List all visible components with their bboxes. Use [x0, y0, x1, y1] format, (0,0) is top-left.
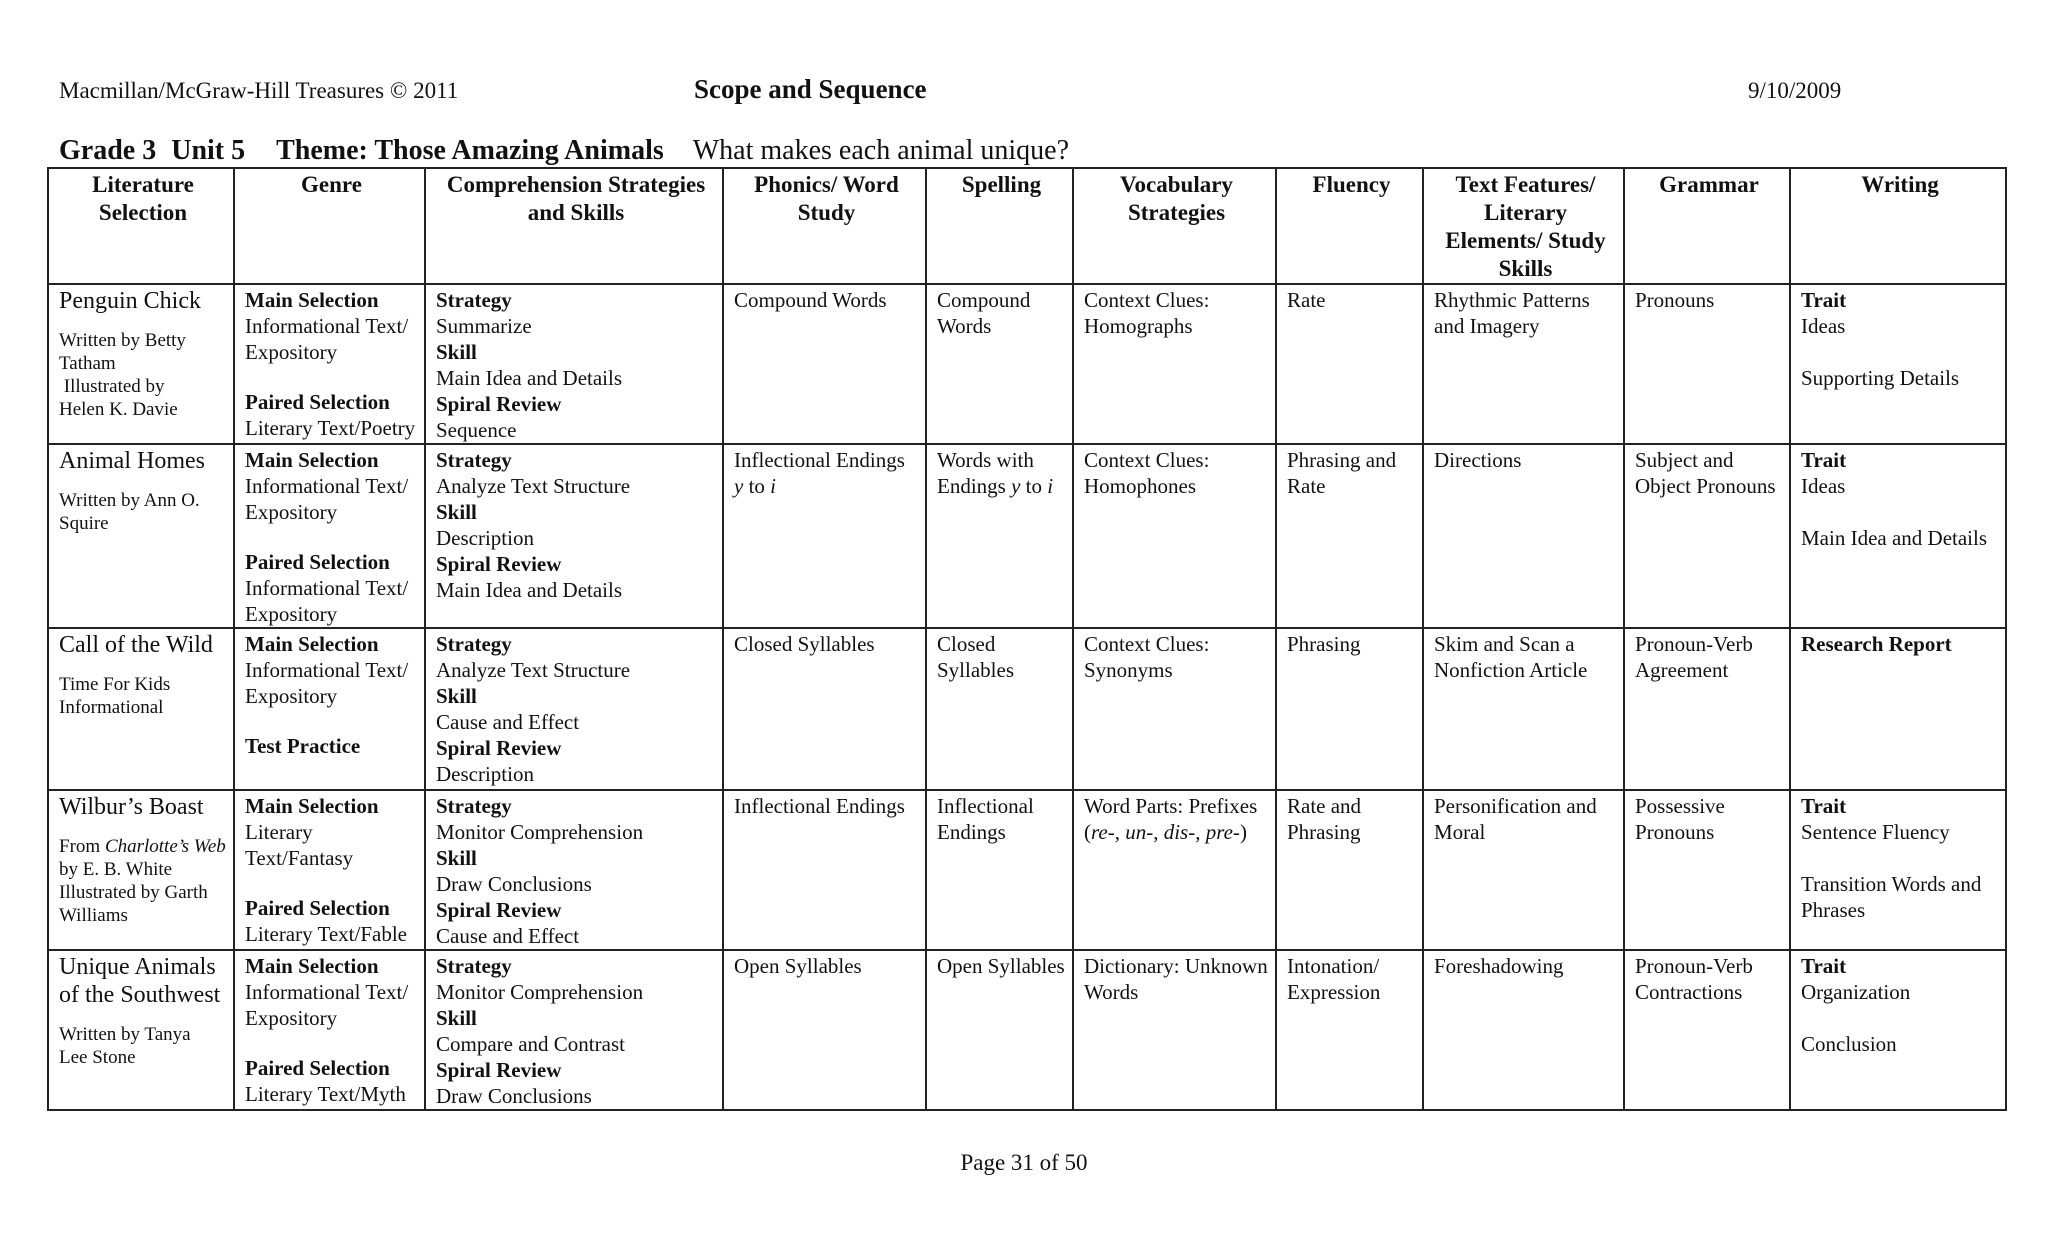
prefix-pre: pre- [1205, 820, 1240, 844]
strategy-value: Monitor Comprehension [436, 980, 644, 1004]
literature-cell [48, 790, 234, 950]
credit-from: From [59, 836, 105, 857]
credit-line: Helen K. Davie [59, 399, 178, 420]
fluency-cell: Rate [1276, 284, 1423, 444]
spelling-cell [926, 444, 1073, 628]
paired-genre: Literary Text/Myth [245, 1082, 406, 1106]
writing-cell [1790, 284, 2006, 444]
skill-label: Skill [436, 684, 477, 708]
strategy-value: Analyze Text Structure [436, 658, 631, 682]
spiral-review-value: Draw Conclusions [436, 1084, 592, 1108]
vocabulary-cell: Dictionary: Unknown Words [1073, 950, 1276, 1110]
strategy-label: Strategy [436, 794, 512, 818]
spelling-cell: Open Syllables [926, 950, 1073, 1110]
column-header: Grammar [1624, 168, 1790, 284]
grade-label: Grade 3 [59, 135, 157, 166]
grade-unit-theme-line [59, 135, 1069, 167]
skill-value: Main Idea and Details [436, 366, 623, 390]
phonics-cell: Open Syllables [723, 950, 926, 1110]
spelling-to: to [1020, 474, 1048, 498]
paired-selection-label: Paired Selection [245, 1056, 390, 1080]
vocab-comma: , [1153, 820, 1164, 844]
spiral-review-value: Sequence [436, 418, 517, 442]
writing-cell [1790, 790, 2006, 950]
literature-cell [48, 950, 234, 1110]
grammar-cell: Subject and Object Pronouns [1624, 444, 1790, 628]
paired-selection-label: Paired Selection [245, 390, 390, 414]
strategy-value: Analyze Text Structure [436, 474, 631, 498]
vocabulary-cell: Context Clues: Synonyms [1073, 628, 1276, 790]
comprehension-cell [425, 284, 723, 444]
vocab-close: ) [1239, 820, 1247, 844]
credit-line: Written by Tanya [59, 1024, 191, 1045]
spiral-review-label: Spiral Review [436, 898, 562, 922]
genre-cell [234, 790, 425, 950]
main-selection-label: Main Selection [245, 288, 379, 312]
literature-cell [48, 284, 234, 444]
credit-book-title: Charlotte’s Web [104, 836, 226, 857]
spelling-letter-i: i [1047, 474, 1054, 498]
credit-line [59, 835, 227, 927]
trait-label: Trait [1801, 954, 1847, 978]
trait-label: Trait [1801, 448, 1847, 472]
vocab-comma: , [1195, 820, 1206, 844]
text-features-cell: Skim and Scan a Nonfiction Article [1423, 628, 1624, 790]
prefix-dis: dis- [1163, 820, 1196, 844]
essential-question: What makes each animal unique? [692, 135, 1070, 166]
main-genre: Informational Text/ Expository [245, 980, 409, 1030]
writing-trait: Sentence Fluency [1801, 820, 1950, 844]
credit-rest: by E. B. White Illustrated by Garth Williams [59, 859, 208, 926]
paired-genre: Literary Text/Poetry [245, 416, 416, 440]
paired-genre: Informational Text/ Expository [245, 576, 409, 626]
strategy-label: Strategy [436, 288, 512, 312]
strategy-label: Strategy [436, 632, 512, 656]
page-number: Page 31 of 50 [960, 1150, 1088, 1175]
spiral-review-value: Cause and Effect [436, 924, 580, 948]
genre-cell [234, 284, 425, 444]
writing-trait: Organization [1801, 980, 1911, 1004]
grammar-cell: Pronouns [1624, 284, 1790, 444]
writing-research-report: Research Report [1801, 632, 1952, 656]
comprehension-cell [425, 950, 723, 1110]
spiral-review-value: Main Idea and Details [436, 578, 623, 602]
skill-label: Skill [436, 340, 477, 364]
fluency-cell: Phrasing [1276, 628, 1423, 790]
comprehension-cell [425, 790, 723, 950]
selection-title: Unique Animals of the Southwest [59, 954, 221, 1008]
fluency-cell: Intonation/ Expression [1276, 950, 1423, 1110]
writing-trait: Ideas [1801, 314, 1846, 338]
column-header: Comprehension Strategies and Skills [425, 168, 723, 284]
spelling-cell: Closed Syllables [926, 628, 1073, 790]
main-genre: Informational Text/ Expository [245, 658, 409, 708]
grammar-cell: Pronoun-Verb Contractions [1624, 950, 1790, 1110]
theme-label: Theme: Those Amazing Animals [276, 135, 664, 166]
vocabulary-cell: Context Clues: Homophones [1073, 444, 1276, 628]
phonics-cell: Inflectional Endings [723, 790, 926, 950]
vocab-text: Word Parts: Prefixes ( [1084, 794, 1258, 844]
skill-value: Cause and Effect [436, 710, 580, 734]
prefix-re: re- [1091, 820, 1115, 844]
main-selection-label: Main Selection [245, 448, 379, 472]
trait-label: Trait [1801, 288, 1847, 312]
column-header: Phonics/ Word Study [723, 168, 926, 284]
selection-title: Wilbur’s Boast [59, 794, 204, 820]
credit-line: Illustrated by [59, 376, 165, 397]
scope-sequence-table [47, 167, 2007, 1111]
credit-line: Informational [59, 697, 164, 718]
strategy-label: Strategy [436, 954, 512, 978]
writing-cell [1790, 444, 2006, 628]
column-header: Literature Selection [48, 168, 234, 284]
writing-cell [1790, 950, 2006, 1110]
selection-title: Penguin Chick [59, 288, 201, 314]
vocabulary-cell: Context Clues: Homographs [1073, 284, 1276, 444]
main-genre: Informational Text/ Expository [245, 474, 409, 524]
column-header: Spelling [926, 168, 1073, 284]
strategy-label: Strategy [436, 448, 512, 472]
spiral-review-label: Spiral Review [436, 392, 562, 416]
skill-label: Skill [436, 1006, 477, 1030]
prefix-un: un- [1125, 820, 1154, 844]
text-features-cell: Foreshadowing [1423, 950, 1624, 1110]
grammar-cell: Pronoun-Verb Agreement [1624, 628, 1790, 790]
spelling-letter-y: y [1011, 474, 1021, 498]
skill-value: Draw Conclusions [436, 872, 592, 896]
genre-cell [234, 950, 425, 1110]
fluency-cell: Rate and Phrasing [1276, 790, 1423, 950]
test-practice-label: Test Practice [245, 734, 361, 758]
vocabulary-cell [1073, 790, 1276, 950]
skill-label: Skill [436, 846, 477, 870]
paired-selection-label: Paired Selection [245, 896, 390, 920]
text-features-cell: Directions [1423, 444, 1624, 628]
spelling-text: Words with Endings [937, 448, 1034, 498]
phonics-to: to [743, 474, 771, 498]
trait-label: Trait [1801, 794, 1847, 818]
strategy-value: Monitor Comprehension [436, 820, 644, 844]
vocab-comma: , [1114, 820, 1126, 844]
text-features-cell: Personification and Moral [1423, 790, 1624, 950]
phonics-cell: Compound Words [723, 284, 926, 444]
credit-line: Time For Kids [59, 674, 171, 695]
phonics-cell [723, 444, 926, 628]
credit-line: Tatham [59, 353, 116, 374]
column-header: Fluency [1276, 168, 1423, 284]
comprehension-cell [425, 444, 723, 628]
column-header: Text Features/ Literary Elements/ Study Skills [1423, 168, 1624, 284]
writing-cell [1790, 628, 2006, 790]
literature-cell [48, 628, 234, 790]
paired-selection-label: Paired Selection [245, 550, 390, 574]
main-selection-label: Main Selection [245, 954, 379, 978]
writing-detail: Conclusion [1801, 1032, 1897, 1056]
table-row [48, 628, 2006, 790]
selection-title: Call of the Wild [59, 632, 213, 658]
text-features-cell: Rhythmic Patterns and Imagery [1423, 284, 1624, 444]
phonics-letter-i: i [770, 474, 777, 498]
genre-cell [234, 628, 425, 790]
grammar-cell: Possessive Pronouns [1624, 790, 1790, 950]
selection-title: Animal Homes [59, 448, 205, 474]
spiral-review-label: Spiral Review [436, 736, 562, 760]
writing-detail: Supporting Details [1801, 366, 1960, 390]
table-row [48, 284, 2006, 444]
skill-label: Skill [436, 500, 477, 524]
main-genre: Literary Text/Fantasy [245, 820, 354, 870]
phonics-letter-y: y [734, 474, 744, 498]
credit-line: Written by Betty [59, 330, 186, 351]
unit-label: Unit 5 [171, 135, 246, 166]
table-row [48, 790, 2006, 950]
document-date: 9/10/2009 [1748, 78, 1842, 103]
document-title: Scope and Sequence [694, 74, 927, 104]
spelling-cell: Compound Words [926, 284, 1073, 444]
main-selection-label: Main Selection [245, 794, 379, 818]
main-selection-label: Main Selection [245, 632, 379, 656]
spiral-review-label: Spiral Review [436, 552, 562, 576]
phonics-cell: Closed Syllables [723, 628, 926, 790]
table-row [48, 444, 2006, 628]
spelling-cell: Inflectional Endings [926, 790, 1073, 950]
credit-line: Lee Stone [59, 1047, 136, 1068]
credit-line: Written by Ann O. [59, 490, 200, 511]
column-header: Writing [1790, 168, 2006, 284]
publisher-header: Macmillan/McGraw-Hill Treasures © 2011 [59, 78, 459, 103]
column-header: Genre [234, 168, 425, 284]
skill-value: Compare and Contrast [436, 1032, 625, 1056]
main-genre: Informational Text/ Expository [245, 314, 409, 364]
writing-detail: Transition Words and Phrases [1801, 872, 1982, 922]
literature-cell [48, 444, 234, 628]
genre-cell [234, 444, 425, 628]
comprehension-cell [425, 628, 723, 790]
fluency-cell: Phrasing and Rate [1276, 444, 1423, 628]
column-header: Vocabulary Strategies [1073, 168, 1276, 284]
phonics-text: Inflectional Endings [734, 448, 905, 472]
writing-detail: Main Idea and Details [1801, 526, 1988, 550]
spiral-review-label: Spiral Review [436, 1058, 562, 1082]
credit-line: Squire [59, 513, 109, 534]
strategy-value: Summarize [436, 314, 532, 338]
writing-trait: Ideas [1801, 474, 1846, 498]
table-header-row [48, 168, 2006, 284]
skill-value: Description [436, 526, 534, 550]
table-row [48, 950, 2006, 1110]
spiral-review-value: Description [436, 762, 534, 786]
paired-genre: Literary Text/Fable [245, 922, 408, 946]
